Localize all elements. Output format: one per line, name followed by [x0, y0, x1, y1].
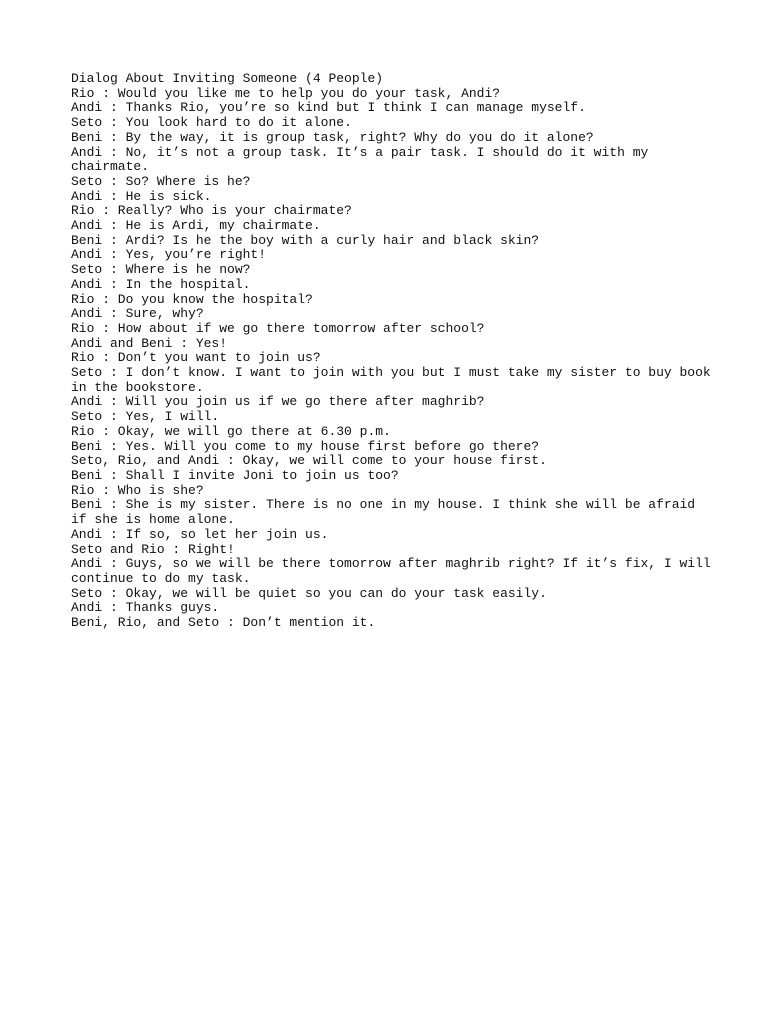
dialog-line: Rio : Don’t you want to join us? [71, 350, 321, 366]
document-title: Dialog About Inviting Someone (4 People) [71, 71, 384, 86]
dialog-line: Seto : So? Where is he? [71, 173, 251, 189]
dialog-line: Andi : Sure, why? [71, 306, 204, 322]
dialog-line: Rio : Do you know the hospital? [71, 291, 313, 307]
dialog-line: Seto : Okay, we will be quiet so you can do your task easily. [71, 585, 547, 601]
dialog-line: Andi : He is Ardi, my chairmate. [71, 218, 321, 234]
dialog-line: Andi : He is sick. [71, 188, 212, 204]
dialog-line: Beni, Rio, and Seto : Don’t mention it. [71, 615, 376, 631]
dialog-line: Seto : Yes, I will. [71, 409, 220, 425]
dialog-line: Rio : Who is she? [71, 482, 204, 498]
dialog-line: Beni : Shall I invite Joni to join us too? [71, 467, 399, 483]
dialog-line: Seto : Where is he now? [71, 262, 251, 278]
dialog-line: Andi : If so, so let her join us. [71, 526, 329, 542]
dialog-line: Andi : No, it’s not a group task. It’s a pair task. I should do it with my chairmate. [71, 144, 649, 175]
dialog-line: Seto : You look hard to do it alone. [71, 115, 352, 131]
dialog-line: Andi : In the hospital. [71, 276, 251, 292]
dialog-line: Beni : She is my sister. There is no one in my house. I think she will be afraid if she is home alone. [71, 497, 696, 528]
dialog-line: Rio : Okay, we will go there at 6.30 p.m. [71, 423, 391, 439]
dialog-text-block [71, 72, 711, 631]
dialog-line: Andi : Will you join us if we go there after maghrib? [71, 394, 485, 410]
dialog-line: Seto and Rio : Right! [71, 541, 235, 557]
dialog-line: Beni : Ardi? Is he the boy with a curly hair and black skin? [71, 232, 540, 248]
dialog-line: Andi : Thanks guys. [71, 600, 220, 616]
dialog-line: Andi : Thanks Rio, you’re so kind but I think I can manage myself. [71, 100, 586, 116]
dialog-line: Rio : Really? Who is your chairmate? [71, 203, 352, 219]
dialog-line: Seto, Rio, and Andi : Okay, we will come to your house first. [71, 453, 547, 469]
dialog-line: Andi : Guys, so we will be there tomorrow after maghrib right? If it’s fix, I will continue to do my task. [71, 556, 711, 586]
dialog-line: Beni : Yes. Will you come to my house first before go there? [71, 438, 540, 454]
dialog-line: Rio : How about if we go there tomorrow after school? [71, 320, 485, 336]
dialog-line: Andi : Yes, you’re right! [71, 247, 267, 263]
dialog-line: Seto : I don’t know. I want to join with you but I must take my sister to buy book in the bookstore. [71, 365, 711, 395]
dialog-line: Andi and Beni : Yes! [71, 335, 228, 351]
dialog-line: Beni : By the way, it is group task, right? Why do you do it alone? [71, 129, 594, 145]
dialog-line: Rio : Would you like me to help you do your task, Andi? [71, 85, 501, 101]
